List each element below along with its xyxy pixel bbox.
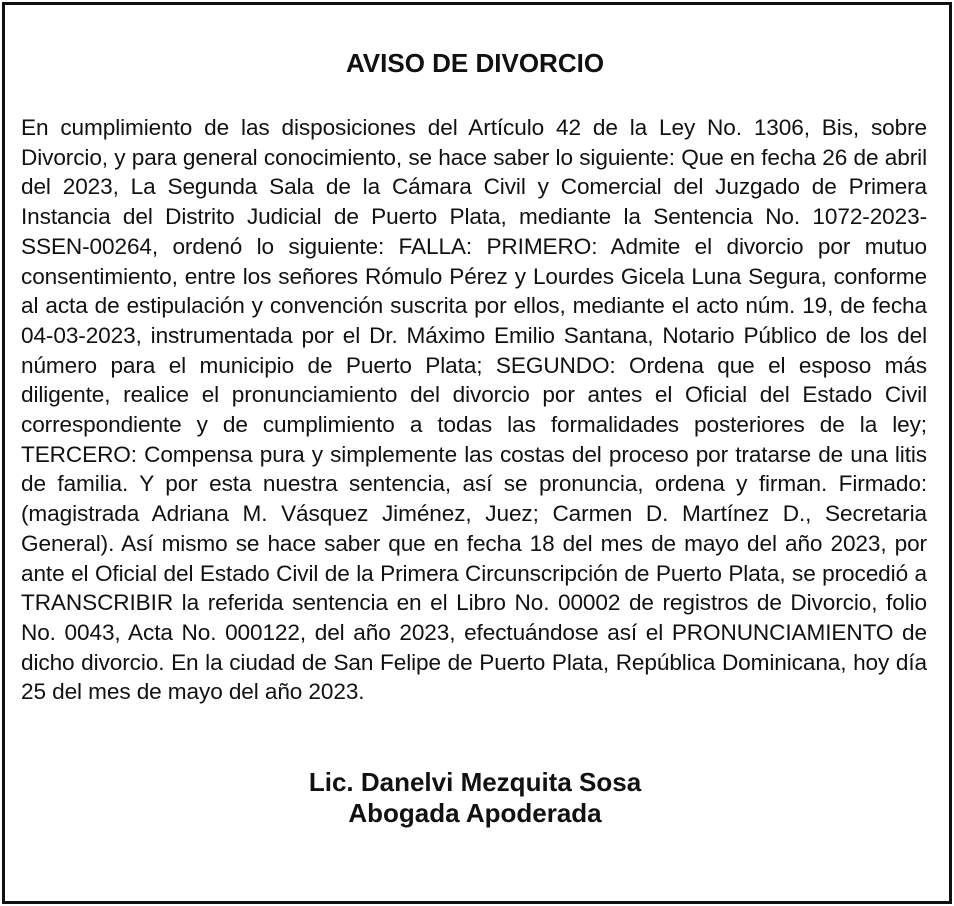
notice-title: AVISO DE DIVORCIO	[345, 48, 605, 78]
notice-body-text: En cumplimiento de las disposiciones del Artículo 42 de la Ley No. 1306, Bis, sobre Divorcio, y para general conocimiento, se hace saber lo siguiente: Que en fecha 26 de abril del 2023, La Segunda Sala de la Cámara Civil y Comercial del Juzgado de Primera Instancia del Distrito Judicial de Puerto Plata, mediante la Sentencia No. 1072-2023-SSEN-00264, ordenó lo siguiente: FALLA: PRIMERO: Admite el divorcio por mutuo consentimiento, entre los señores Rómulo Pérez y Lourdes Gicela Luna Segura, conforme al acta de estipulación y convención suscrita por ellos, mediante el acto núm. 19, de fecha 04-03-2023, instrumentada por el Dr. Máximo Emilio Santana, Notario Público de los del número para el municipio de Puerto Plata; SEGUNDO: Ordena que el esposo más diligente, realice el pronunciamiento del divorcio por antes el Oficial del Estado Civil correspondiente y de cumplimiento a todas las formalidades posteriores de la ley; TERCERO: Compensa pura y simplemente las costas del proceso por tratarse de una litis de familia. Y por esta nuestra sentencia, así se pronuncia, ordena y firman. Firmado: (magistrada Adriana M. Vásquez Jiménez, Juez; Carmen D. Martínez D., Secretaria General). Así mismo se hace saber que en fecha 18 del mes de mayo del año 2023, por ante el Oficial del Estado Civil de la Primera Circunscripción de Puerto Plata, se procedió a TRANSCRIBIR la referida sentencia en el Libro No. 00002 de registros de Divorcio, folio No. 0043, Acta No. 000122, del año 2023, efectuándose así el PRONUNCIAMIENTO de dicho divorcio. En la ciudad de San Felipe de Puerto Plata, República Dominicana, hoy día 25 del mes de mayo del año 2023.	[21, 115, 927, 705]
signature-name: Lic. Danelvi Mezquita Sosa	[308, 767, 642, 797]
signature-role: Abogada Apoderada	[348, 798, 602, 828]
signature-block	[0, 767, 950, 829]
